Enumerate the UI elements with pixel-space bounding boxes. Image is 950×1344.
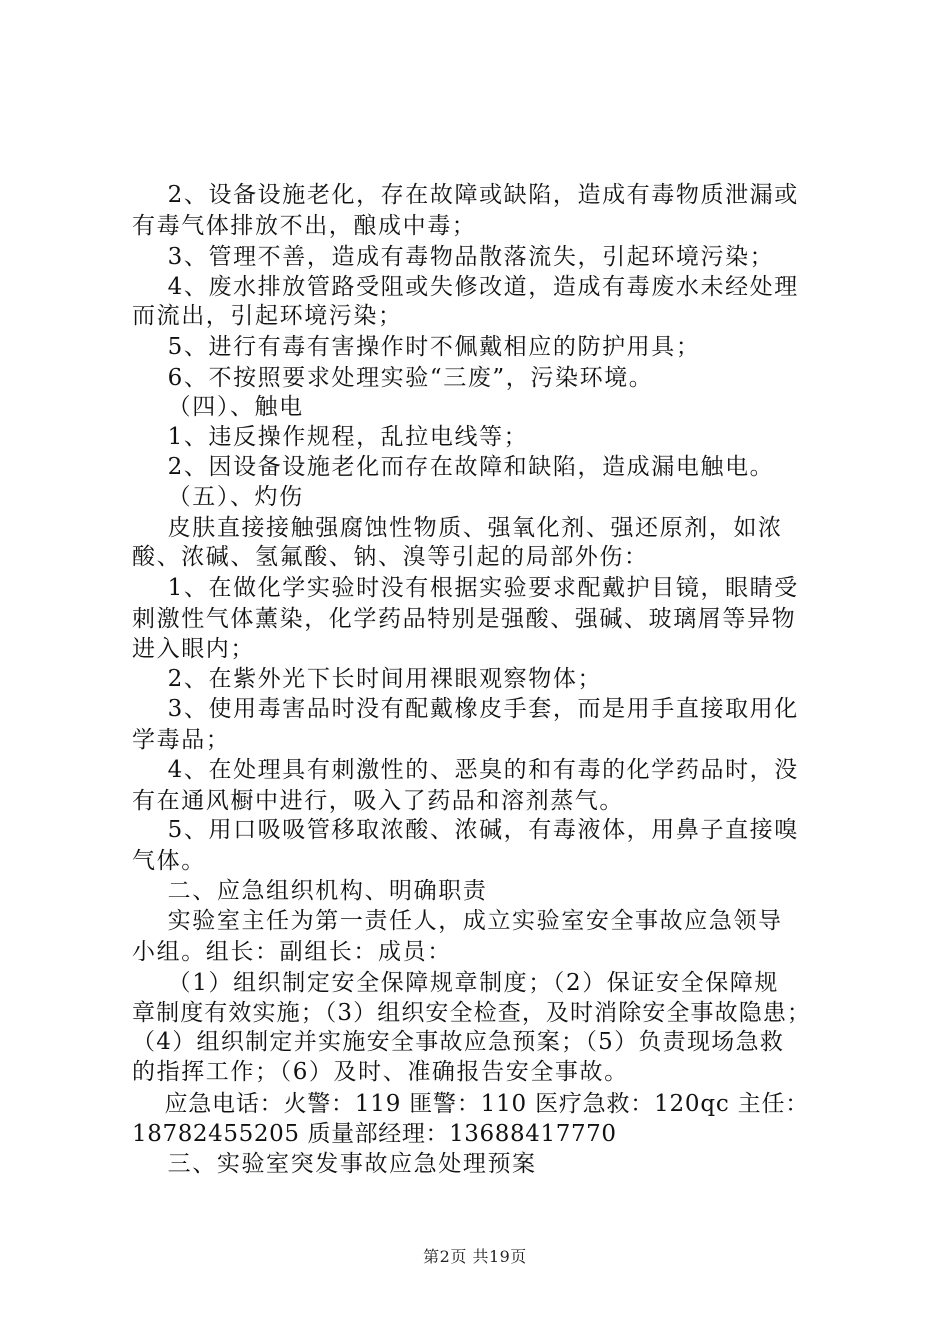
text-line: 学毒品； bbox=[132, 727, 231, 753]
text-line: 18782455205 质量部经理：13688417770 bbox=[132, 1121, 617, 1147]
text-line: 小组。组长：副组长：成员： bbox=[132, 939, 452, 965]
text-line: 2、在紫外光下长时间用裸眼观察物体； bbox=[132, 666, 603, 692]
text-line: 5、用口吸吸管移取浓酸、浓碱，有毒液体，用鼻子直接嗅 bbox=[132, 817, 799, 843]
text-line: 1、违反操作规程，乱拉电线等； bbox=[132, 424, 529, 450]
text-line: 有在通风橱中进行，吸入了药品和溶剂蒸气。 bbox=[132, 788, 624, 814]
text-line: 3、管理不善，造成有毒物品散落流失，引起环境污染； bbox=[132, 244, 775, 270]
text-line: 4、在处理具有刺激性的、恶臭的和有毒的化学药品时，没 bbox=[132, 757, 799, 783]
text-line: 实验室主任为第一责任人，成立实验室安全事故应急领导 bbox=[132, 908, 783, 934]
text-line: 3、使用毒害品时没有配戴橡皮手套，而是用手直接取用化 bbox=[132, 696, 799, 722]
text-line: 章制度有效实施；（3）组织安全检查，及时消除安全事故隐患； bbox=[132, 1000, 812, 1026]
text-line: 而流出，引起环境污染； bbox=[132, 303, 403, 329]
text-line: （1）组织制定安全保障规章制度；（2）保证安全保障规 bbox=[132, 970, 780, 996]
text-line: 有毒气体排放不出，酿成中毒； bbox=[132, 213, 477, 239]
text-line: 皮肤直接接触强腐蚀性物质、强氧化剂、强还原剂，如浓 bbox=[132, 515, 783, 541]
text-line: 气体。 bbox=[132, 848, 206, 874]
page-number-footer: 第2页 共19页 bbox=[423, 1247, 527, 1266]
text-line: 4、废水排放管路受阻或失修改道，造成有毒废水未经处理 bbox=[132, 274, 799, 300]
text-line: （4）组织制定并实施安全事故应急预案；（5）负责现场急救 bbox=[132, 1029, 785, 1055]
section-heading: （四）、触电 bbox=[132, 394, 304, 420]
text-line: 2、因设备设施老化而存在故障和缺陷，造成漏电触电。 bbox=[132, 454, 775, 480]
text-line: 酸、浓碱、氢氟酸、钠、溴等引起的局部外伤： bbox=[132, 544, 649, 570]
text-line: 2、设备设施老化，存在故障或缺陷，造成有毒物质泄漏或 bbox=[132, 182, 799, 208]
text-line: 应急电话：火警：119 匪警：110 医疗急救：120qc 主任： bbox=[132, 1091, 810, 1117]
text-line: 刺激性气体薰染，化学药品特别是强酸、强碱、玻璃屑等异物 bbox=[132, 606, 797, 632]
section-heading: 三、实验室突发事故应急处理预案 bbox=[132, 1151, 537, 1177]
text-line: 的指挥工作；（6）及时、准确报告安全事故。 bbox=[132, 1059, 629, 1085]
section-heading: （五）、灼伤 bbox=[132, 484, 304, 510]
text-line: 6、不按照要求处理实验“三废”，污染环境。 bbox=[132, 365, 654, 391]
text-line: 5、进行有毒有害操作时不佩戴相应的防护用具； bbox=[132, 334, 701, 360]
text-line: 1、在做化学实验时没有根据实验要求配戴护目镜，眼睛受 bbox=[132, 575, 799, 601]
text-line: 进入眼内； bbox=[132, 636, 255, 662]
section-heading: 二、应急组织机构、明确职责 bbox=[132, 878, 488, 904]
